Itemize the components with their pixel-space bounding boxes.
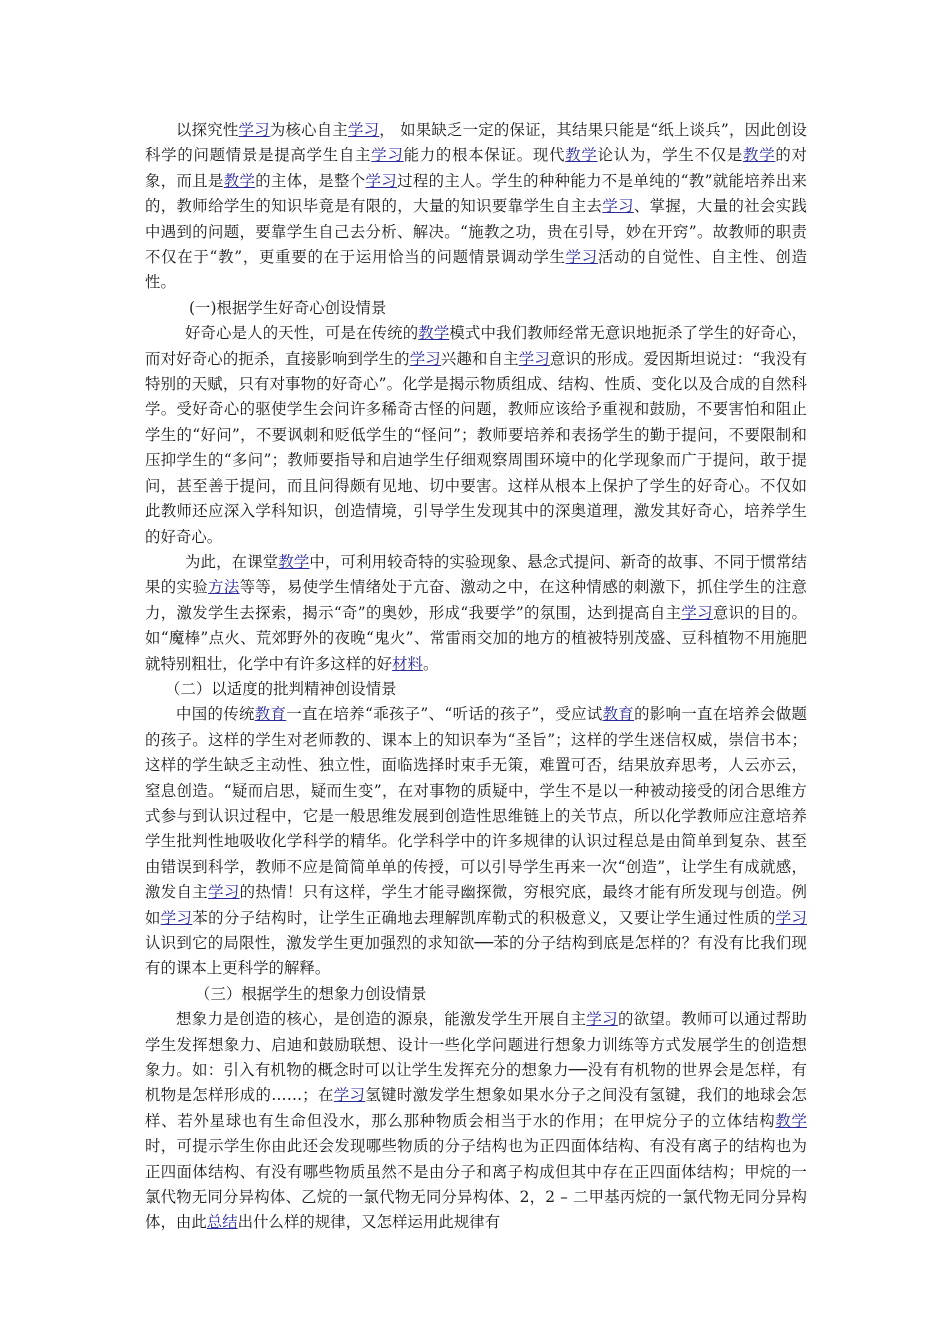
keyword-link[interactable]: 学习 — [518, 349, 550, 368]
text-run: 时，可提示学生你由此还会发现哪些物质的分子结构也为正四面体结构、有没有离子的结构也为正四面体结构、有没有哪些物质虽然不是由分子和离子构成但其中存在正四面体结构；甲烷的一氯代物无同分异构体、乙烷的一氯代物无同分异构体、2，2 – 二甲基丙烷的一氯代物无同分异构体，由此 — [145, 1137, 807, 1232]
keyword-link[interactable]: 方法 — [208, 578, 240, 597]
keyword-link[interactable]: 学习 — [365, 171, 398, 190]
keyword-link[interactable]: 教学 — [418, 324, 450, 343]
text-run: 能力的根本保证。现代 — [403, 146, 566, 165]
keyword-link[interactable]: 教学 — [223, 171, 256, 190]
text-run: 意识的目的。如“魔棒”点火、荒郊野外的夜晚“鬼火”、常雷雨交加的地方的植被特别茂盛、豆科植物不用施肥就特别粗壮，化学中有许多这样的好 — [145, 603, 807, 673]
text-run: （三）根据学生的想象力创设情景 — [195, 984, 427, 1003]
keyword-link[interactable]: 总结 — [206, 1213, 238, 1232]
body-paragraph — [145, 1007, 807, 1236]
text-run: 苯的分子结构时，让学生正确地去理解凯库勒式的积极意义，又要让学生通过性质的 — [192, 908, 776, 927]
text-run: 论认为，学生不仅是 — [597, 146, 744, 165]
text-run: 的欲望。教师可以通过帮助学生发挥想象力、启迪和鼓励联想、设计一些化学问题进行想象力训练等方式发展学生的创造想象力。如：引入有机物的概念时可以让学生发挥充分的想象力──没有有机物的世界会是怎样，有机物是怎样形成的……；在 — [145, 1010, 807, 1105]
section-heading — [145, 296, 807, 321]
text-run: 的主体，是整个 — [255, 171, 366, 190]
text-run: 的对象，而且是 — [145, 146, 807, 190]
body-paragraph — [145, 118, 807, 296]
text-run: 想象力是创造的核心，是创造的源泉，能激发学生开展自主 — [176, 1010, 587, 1029]
text-run: 氢键时激发学生想象如果水分子之间没有氢键，我们的地球会怎样、若外星球也有生命但没水，那么那种物质会相当于水的作用；在甲烷分子的立体结构 — [145, 1086, 807, 1130]
keyword-link[interactable]: 教学 — [278, 552, 310, 571]
body-paragraph — [145, 550, 807, 677]
text-run: 一直在培养“乖孩子”、“听话的孩子”，受应试 — [286, 705, 603, 724]
text-run: 活动的自觉性、自主性、创造性。 — [145, 248, 807, 292]
keyword-link[interactable]: 学习 — [333, 1086, 366, 1105]
body-paragraph — [145, 702, 807, 981]
keyword-link[interactable]: 教学 — [565, 146, 598, 165]
text-run: (一)根据学生好奇心创设情景 — [189, 298, 387, 317]
text-run: 兴趣和自主 — [440, 349, 519, 368]
text-run: 好奇心是人的天性，可是在传统的 — [185, 324, 419, 343]
text-run: 中国的传统 — [176, 705, 255, 724]
text-run: 中，可利用较奇特的实验现象、悬念式提问、新奇的故事、不同于惯常结果的实验 — [145, 552, 807, 597]
text-run: 为此，在课堂 — [185, 552, 279, 571]
keyword-link[interactable]: 学习 — [348, 121, 380, 139]
keyword-link[interactable]: 材料 — [392, 654, 423, 673]
section-heading — [145, 677, 807, 702]
keyword-link[interactable]: 学习 — [208, 883, 240, 902]
keyword-link[interactable]: 学习 — [586, 1010, 618, 1029]
text-run: 的热情！只有这样，学生才能寻幽探微，穷根究底，最终才能有所发现与创造。例如 — [145, 883, 807, 927]
document-body — [145, 118, 807, 1236]
keyword-link[interactable]: 学习 — [371, 146, 404, 165]
keyword-link[interactable]: 教学 — [743, 146, 776, 165]
keyword-link[interactable]: 学习 — [409, 349, 441, 368]
text-run: 。 — [422, 654, 439, 673]
section-heading — [145, 982, 807, 1007]
keyword-link[interactable]: 学习 — [602, 197, 634, 216]
keyword-link[interactable]: 学习 — [565, 248, 598, 267]
text-run: 出什么样的规律，又怎样运用此规律有 — [237, 1213, 501, 1232]
text-run: 、掌握，大量的社会实践中遇到的问题，要靠学生自己去分析、解决。“施教之功，贵在引导，妙在开窍”。故教师的职责不仅在于“教”，更重要的在于运用恰当的问题情景调动学生 — [145, 197, 807, 267]
keyword-link[interactable]: 教学 — [775, 1111, 807, 1130]
keyword-link[interactable]: 学习 — [160, 908, 193, 927]
text-run: 过程的主人。学生的种种能力不是单纯的“教”就能培养出来的，教师给学生的知识毕竟是有限的，大量的知识要靠学生自主去 — [145, 171, 807, 216]
text-run: 认识到它的局限性，激发学生更加强烈的求知欲──苯的分子结构到底是怎样的？有没有比我们现有的课本上更科学的解释。 — [145, 934, 807, 978]
text-run: 为核心自主 — [269, 121, 349, 139]
text-run: 模式中我们教师经常无意识地扼杀了学生的好奇心，而对好奇心的扼杀，直接影响到学生的 — [145, 324, 807, 368]
keyword-link[interactable]: 学习 — [775, 908, 807, 927]
text-run: （二）以适度的批判精神创设情景 — [165, 679, 397, 698]
text-run: 等等，易使学生情绪处于亢奋、激动之中，在这种情感的刺激下，抓住学生的注意力，激发学生去探索，揭示“奇”的奥妙，形成“我要学”的氛围，达到提高自主 — [145, 578, 807, 622]
keyword-link[interactable]: 学习 — [681, 603, 713, 622]
body-paragraph — [145, 321, 807, 550]
text-run: 以探究性 — [176, 121, 239, 139]
keyword-link[interactable]: 教育 — [254, 705, 287, 724]
text-run: 意识的形成。爱因斯坦说过：“我没有特别的天赋，只有对事物的好奇心”。化学是揭示物质组成、结构、性质、变化以及合成的自然科学。受好奇心的驱使学生会问许多稀奇古怪的问题，教师应该给予重视和鼓励，不要害怕和阻止学生的“好问”，不要讽刺和贬低学生的“怪问”；教师要培养和表扬学生的勤于提问，不要限制和压抑学生的“多问”；教师要指导和启迪学生仔细观察周围环境中的化学现象而广于提问，敢于提问，甚至善于提问，而且问得颇有见地、切中要害。这样从根本上保护了学生的好奇心。不仅如此教师还应深入学科知识，创造情境，引导学生发现其中的深奥道理，激发其好奇心，培养学生的好奇心。 — [145, 349, 807, 546]
text-run: 的影响一直在培养会做题的孩子。这样的学生对老师教的、课本上的知识奉为“圣旨”；这样的学生迷信权威，崇信书本；这样的学生缺乏主动性、独立性，面临选择时束手无策，难置可否，结果放弃思考，人云亦云，窒息创造。“疑而启思，疑而生变”，在对事物的质疑中，学生不是以一种被动接受的闭合思维方式参与到认识过程中，它是一般思维发展到创造性思维链上的关节点，所以化学教师应注意培养学生批判性地吸收化学科学的精华。化学科学中的许多规律的认识过程总是由简单到复杂、甚至由错误到科学，教师不应是简简单单的传授，可以引导学生再来一次“创造”，让学生有成就感，激发自主 — [145, 705, 807, 902]
text-run: ， 如果缺乏一定的保证，其结果只能是“纸上谈兵”，因此创设科学的问题情景是提高学生自主 — [145, 121, 807, 165]
keyword-link[interactable]: 学习 — [238, 121, 270, 139]
keyword-link[interactable]: 教育 — [602, 705, 635, 724]
